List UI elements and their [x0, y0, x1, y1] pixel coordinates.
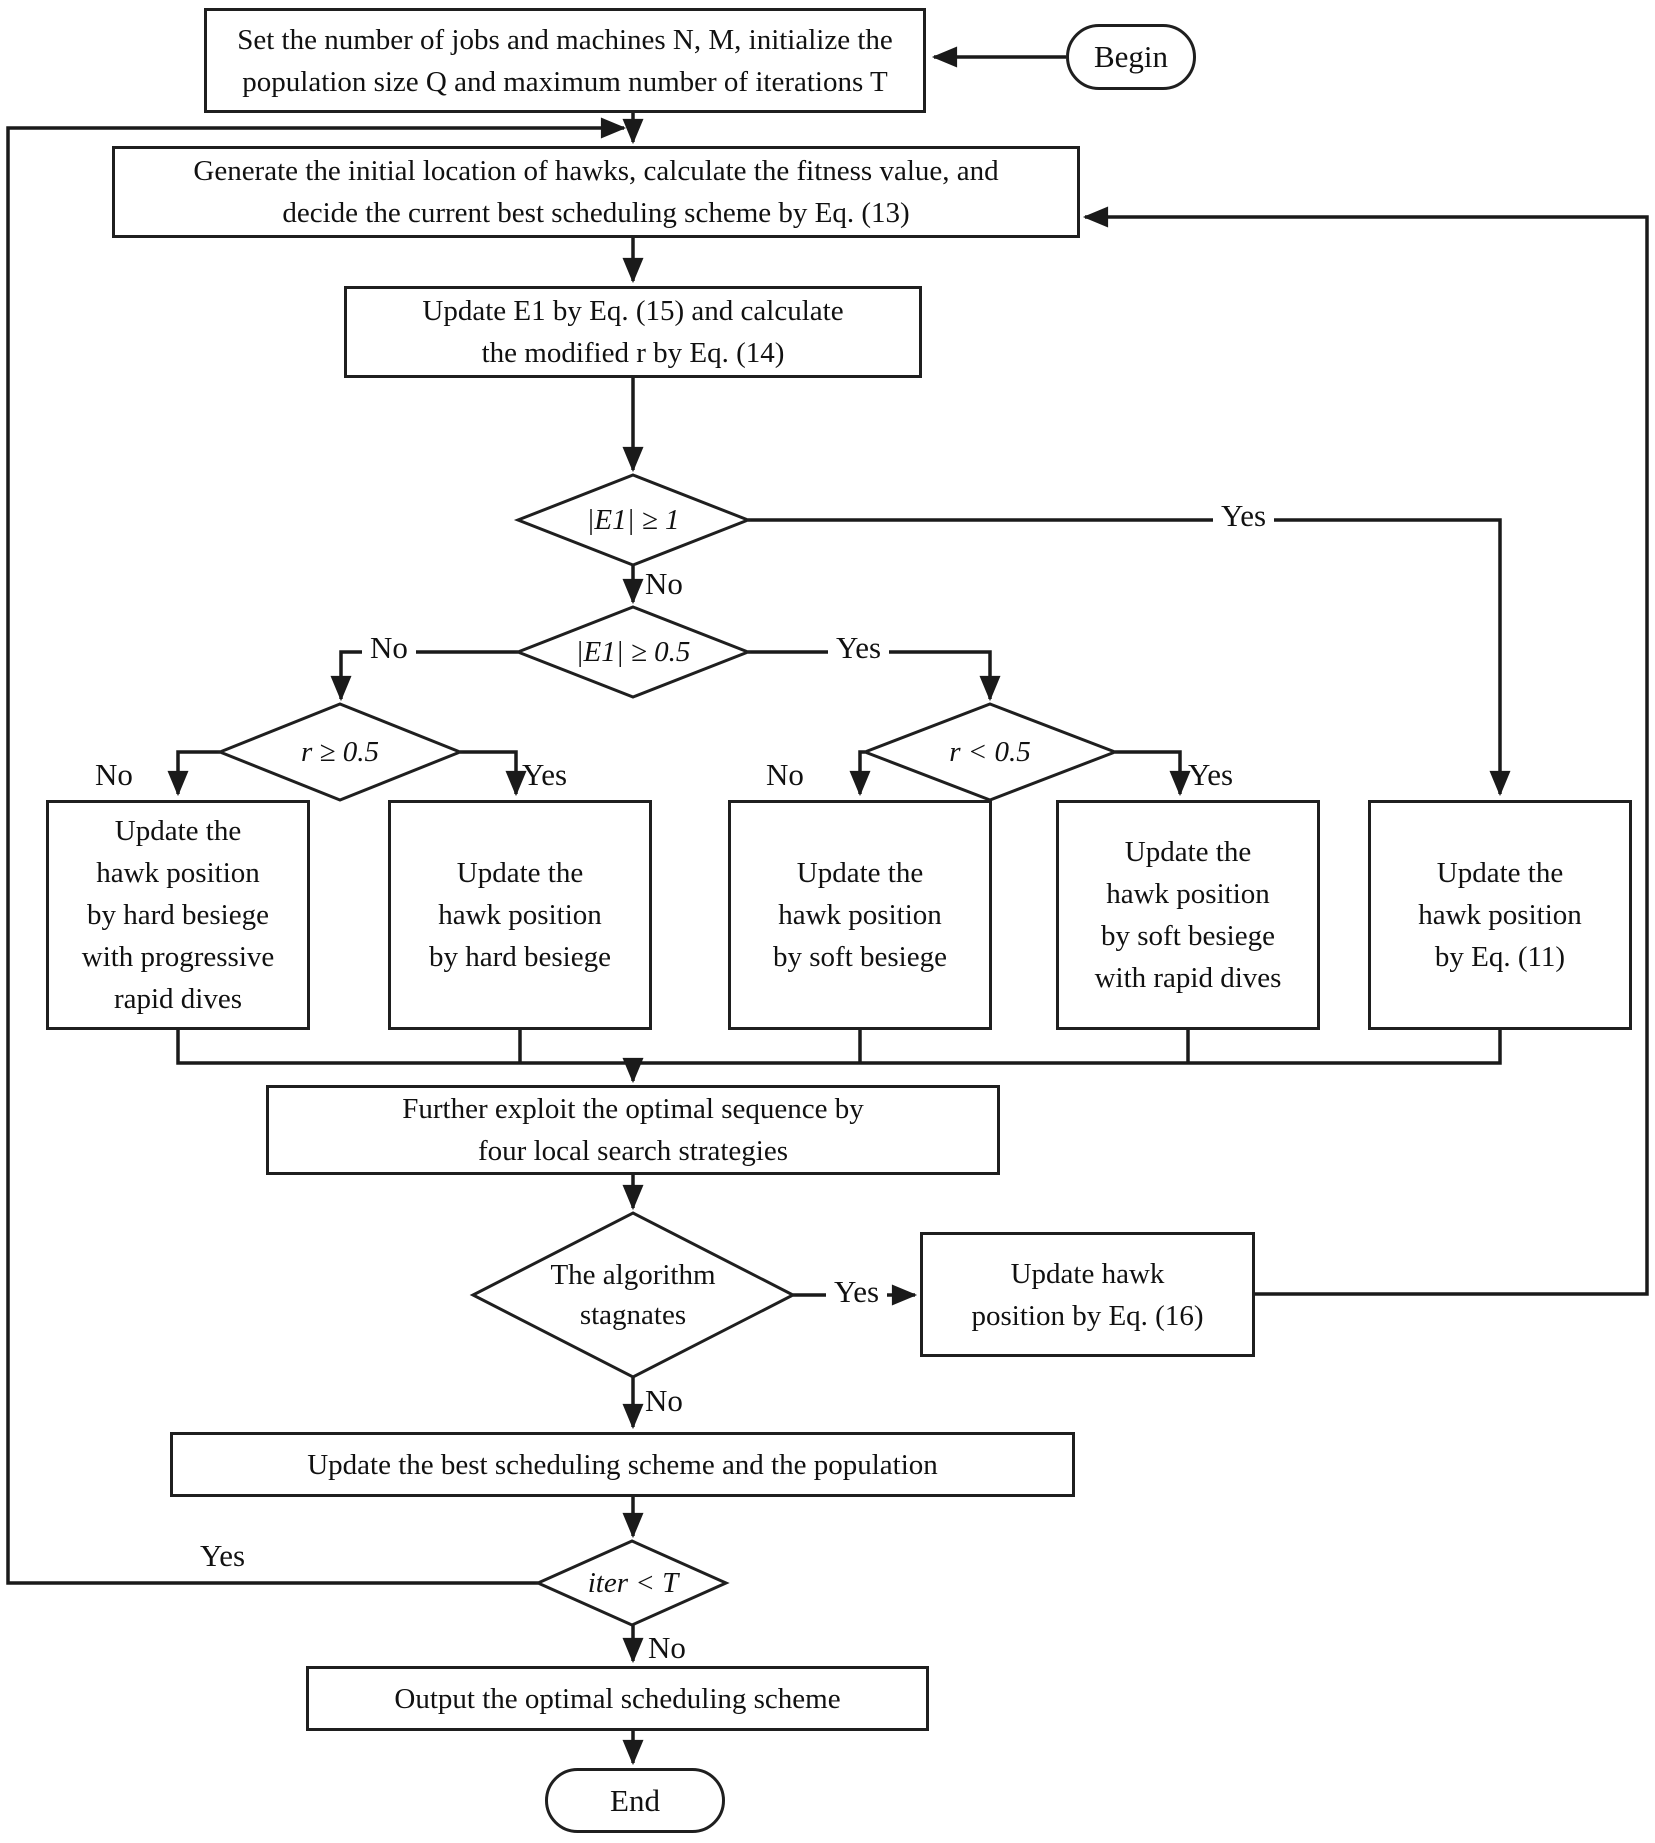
decision-stagnates-label	[483, 1253, 783, 1337]
box-hard-besiege	[388, 800, 652, 1030]
box-hard-besiege-progressive-dives	[46, 800, 310, 1030]
eq16-line-1: Update hawk	[1010, 1257, 1165, 1290]
hb-line-1: Update the	[456, 857, 584, 889]
edge-d4-yes	[1115, 752, 1180, 794]
decision-iter-label: iter < T	[587, 1567, 679, 1599]
sb-line-1: Update the	[796, 857, 924, 889]
hbp-line-3: by hard besiege	[87, 899, 269, 931]
label-d4-no: No	[766, 757, 804, 792]
stagnates-line-1: The algorithm	[550, 1259, 716, 1291]
start-line-1: Set the number of jobs and machines N, M, initialize the	[237, 23, 893, 56]
ls-line-2: four local search strategies	[478, 1135, 788, 1167]
box-update-eq16	[920, 1232, 1255, 1357]
box-output	[306, 1666, 929, 1731]
sbr-line-1: Update the	[1124, 836, 1252, 868]
hbp-line-5: rapid dives	[113, 983, 243, 1015]
hb-line-3: by hard besiege	[429, 941, 611, 973]
begin-terminal	[1066, 24, 1196, 90]
sbr-line-2: hawk position	[1106, 878, 1270, 910]
start-process-box	[204, 8, 926, 113]
edge-d3-yes	[460, 752, 516, 794]
eq11-line-1: Update the	[1436, 857, 1564, 889]
box-soft-besiege-rapid-dives	[1056, 800, 1320, 1030]
update-best-label: Update the best scheduling scheme and the population	[307, 1448, 938, 1481]
label-d4-yes: Yes	[1188, 757, 1234, 792]
box-update-eq11	[1368, 800, 1632, 1030]
update-e1-line-2: the modified r by Eq. (14)	[481, 337, 785, 369]
label-d2-no: No	[362, 630, 416, 666]
label-d1-no: No	[645, 566, 683, 601]
update-e1-box	[344, 286, 922, 378]
eq16-line-2: position by Eq. (16)	[971, 1299, 1204, 1332]
generate-box	[112, 146, 1080, 238]
box-soft-besiege	[728, 800, 992, 1030]
hbp-line-4: with progressive	[81, 941, 275, 973]
decision-e1-ge-1-label: |E1| ≥ 1	[586, 504, 680, 536]
label-d1-yes: Yes	[1213, 498, 1274, 534]
update-e1-line-1: Update E1 by Eq. (15) and calculate	[422, 295, 844, 327]
eq11-line-2: hawk position	[1418, 899, 1582, 931]
label-iter-no: No	[648, 1630, 686, 1665]
decision-r-lt-05-label: r < 0.5	[949, 736, 1031, 768]
sbr-line-4: with rapid dives	[1094, 962, 1282, 994]
box-update-best	[170, 1432, 1075, 1497]
label-iter-yes: Yes	[200, 1538, 246, 1573]
sbr-line-3: by soft besiege	[1101, 920, 1275, 952]
edge-eq16-loop	[1085, 217, 1647, 1294]
hbp-line-2: hawk position	[96, 857, 260, 889]
ls-line-1: Further exploit the optimal sequence by	[402, 1093, 864, 1125]
label-d3-no: No	[95, 757, 133, 792]
start-line-2: population size Q and maximum number of iterations T	[242, 65, 888, 98]
edge-d3-no	[178, 752, 220, 794]
sb-line-2: hawk position	[778, 899, 942, 931]
label-stagnates-no: No	[645, 1383, 683, 1418]
hb-line-2: hawk position	[438, 899, 602, 931]
output-label: Output the optimal scheduling scheme	[394, 1682, 841, 1715]
begin-label: Begin	[1093, 39, 1169, 74]
stagnates-line-2: stagnates	[579, 1299, 687, 1331]
end-terminal	[545, 1768, 725, 1833]
generate-line-2: decide the current best scheduling scheme by Eq. (13)	[282, 197, 910, 229]
decision-r-ge-05-label: r ≥ 0.5	[301, 736, 379, 768]
label-stagnates-yes: Yes	[826, 1274, 887, 1310]
label-d3-yes: Yes	[522, 757, 568, 792]
decision-e1-ge-05-label: |E1| ≥ 0.5	[575, 636, 691, 668]
eq11-line-3: by Eq. (11)	[1434, 941, 1566, 973]
generate-line-1: Generate the initial location of hawks, calculate the fitness value, and	[193, 155, 999, 187]
hbp-line-1: Update the	[114, 815, 242, 847]
end-label: End	[610, 1782, 660, 1818]
edge-merge-localsearch	[178, 1030, 1500, 1081]
sb-line-3: by soft besiege	[773, 941, 947, 973]
label-d2-yes: Yes	[828, 630, 889, 666]
box-local-search	[266, 1085, 1000, 1175]
